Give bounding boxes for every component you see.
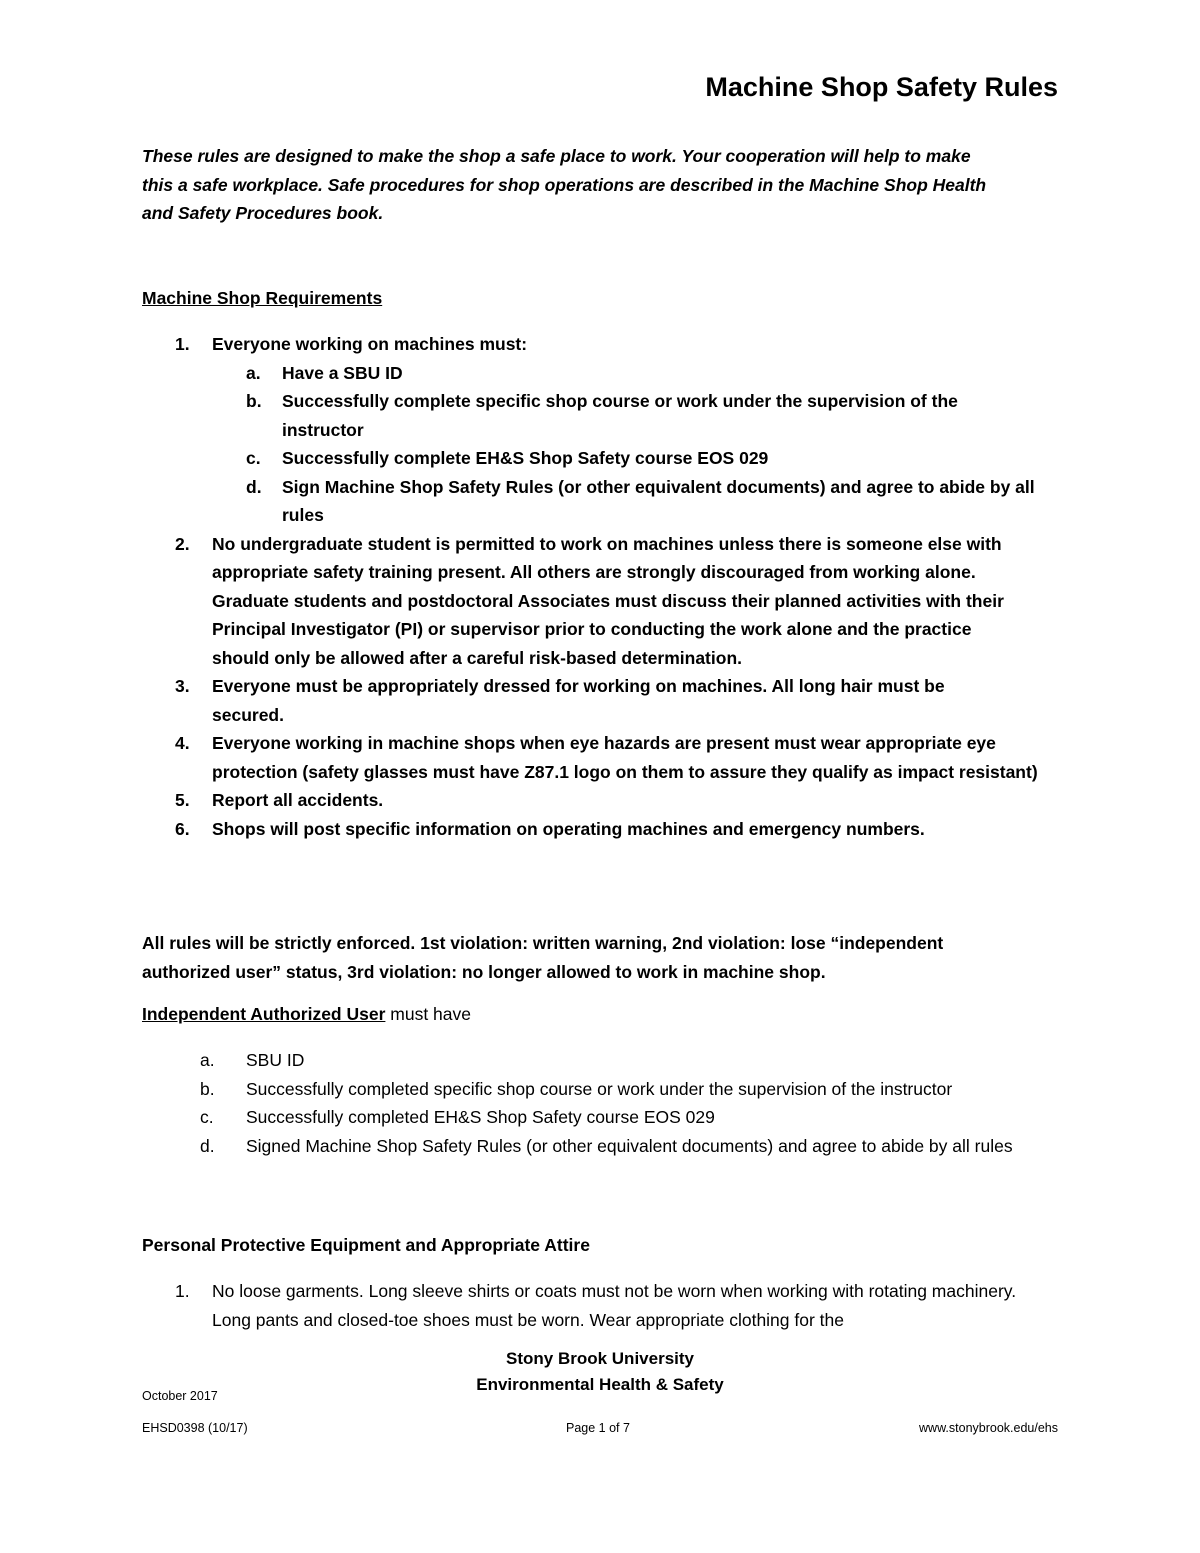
intro-line: and Safety Procedures book. bbox=[142, 203, 384, 223]
list-item: c. Successfully completed EH&S Shop Safety course EOS 029 bbox=[200, 1107, 715, 1127]
document-title: Machine Shop Safety Rules bbox=[705, 72, 1058, 102]
list-item: 6. Shops will post specific information on operating machines and emergency numbers. bbox=[175, 818, 925, 839]
authorized-user-list bbox=[142, 1046, 1072, 1160]
enforcement-paragraph: All rules will be strictly enforced. 1st violation: written warning, 2nd violation: lose “independent authorized user” status, 3rd violation: no longer allowed to work in machine shop. bbox=[142, 933, 944, 982]
sub-list-item: d. Sign Machine Shop Safety Rules (or other equivalent documents) and agree to abide by all rules bbox=[246, 476, 1035, 525]
footer-department: Environmental Health & Safety bbox=[476, 1375, 724, 1394]
list-item: 1. No loose garments. Long sleeve shirts or coats must not be worn when working with rotating machinery. Long pants and closed-toe shoes must be worn. Wear appropriate clothing for the bbox=[175, 1281, 1017, 1330]
sub-list-item: b. Successfully complete specific shop course or work under the supervision of the instructor bbox=[246, 391, 958, 440]
list-item: 3. Everyone must be appropriately dressed for working on machines. All long hair must be secured. bbox=[175, 676, 945, 725]
authorized-user-heading: Independent Authorized User must have bbox=[142, 1004, 472, 1024]
sub-list-item: c. Successfully complete EH&S Shop Safety course EOS 029 bbox=[246, 448, 769, 468]
list-item: 1. Everyone working on machines must: bbox=[175, 334, 528, 354]
ppe-heading: Personal Protective Equipment and Appropriate Attire bbox=[142, 1235, 590, 1255]
list-item: d. Signed Machine Shop Safety Rules (or other equivalent documents) and agree to abide by all rules bbox=[200, 1135, 1013, 1156]
footer-doc-id: EHSD0398 (10/17) bbox=[142, 1421, 248, 1435]
list-item: a. SBU ID bbox=[200, 1050, 305, 1070]
intro-line: this a safe workplace. Safe procedures for shop operations are described in the Machine Shop Health bbox=[142, 174, 987, 195]
sub-list-item: a. Have a SBU ID bbox=[246, 362, 403, 383]
footer-date: October 2017 bbox=[142, 1389, 218, 1403]
intro-line: These rules are designed to make the shop a safe place to work. Your cooperation will help to make bbox=[142, 146, 971, 166]
footer-website[interactable]: www.stonybrook.edu/ehs bbox=[919, 1421, 1058, 1435]
requirements-list bbox=[142, 330, 1072, 843]
list-item: 2. No undergraduate student is permitted to work on machines unless there is someone else with appropriate safety training present. All others are strongly discouraged from working alone. Graduate students and postdoctoral Associates must discuss their planned activities with their Principal Investigator (PI) or supervisor prior to conducting the work alone and the practice should only be allowed after a careful risk-based determination. bbox=[175, 533, 1004, 668]
list-item: b. Successfully completed specific shop course or work under the supervision of the instructor bbox=[200, 1078, 953, 1099]
ppe-list bbox=[142, 1277, 1072, 1334]
footer-page-number: Page 1 of 7 bbox=[566, 1421, 630, 1435]
list-item: 5. Report all accidents. bbox=[175, 790, 384, 810]
footer-university: Stony Brook University bbox=[506, 1349, 694, 1368]
list-item: 4. Everyone working in machine shops when eye hazards are present must wear appropriate eye protection (safety glasses must have Z87.1 logo on them to assure they qualify as impact resistant) bbox=[175, 733, 1038, 782]
intro-paragraph bbox=[142, 142, 1062, 228]
requirements-heading: Machine Shop Requirements bbox=[142, 288, 383, 308]
